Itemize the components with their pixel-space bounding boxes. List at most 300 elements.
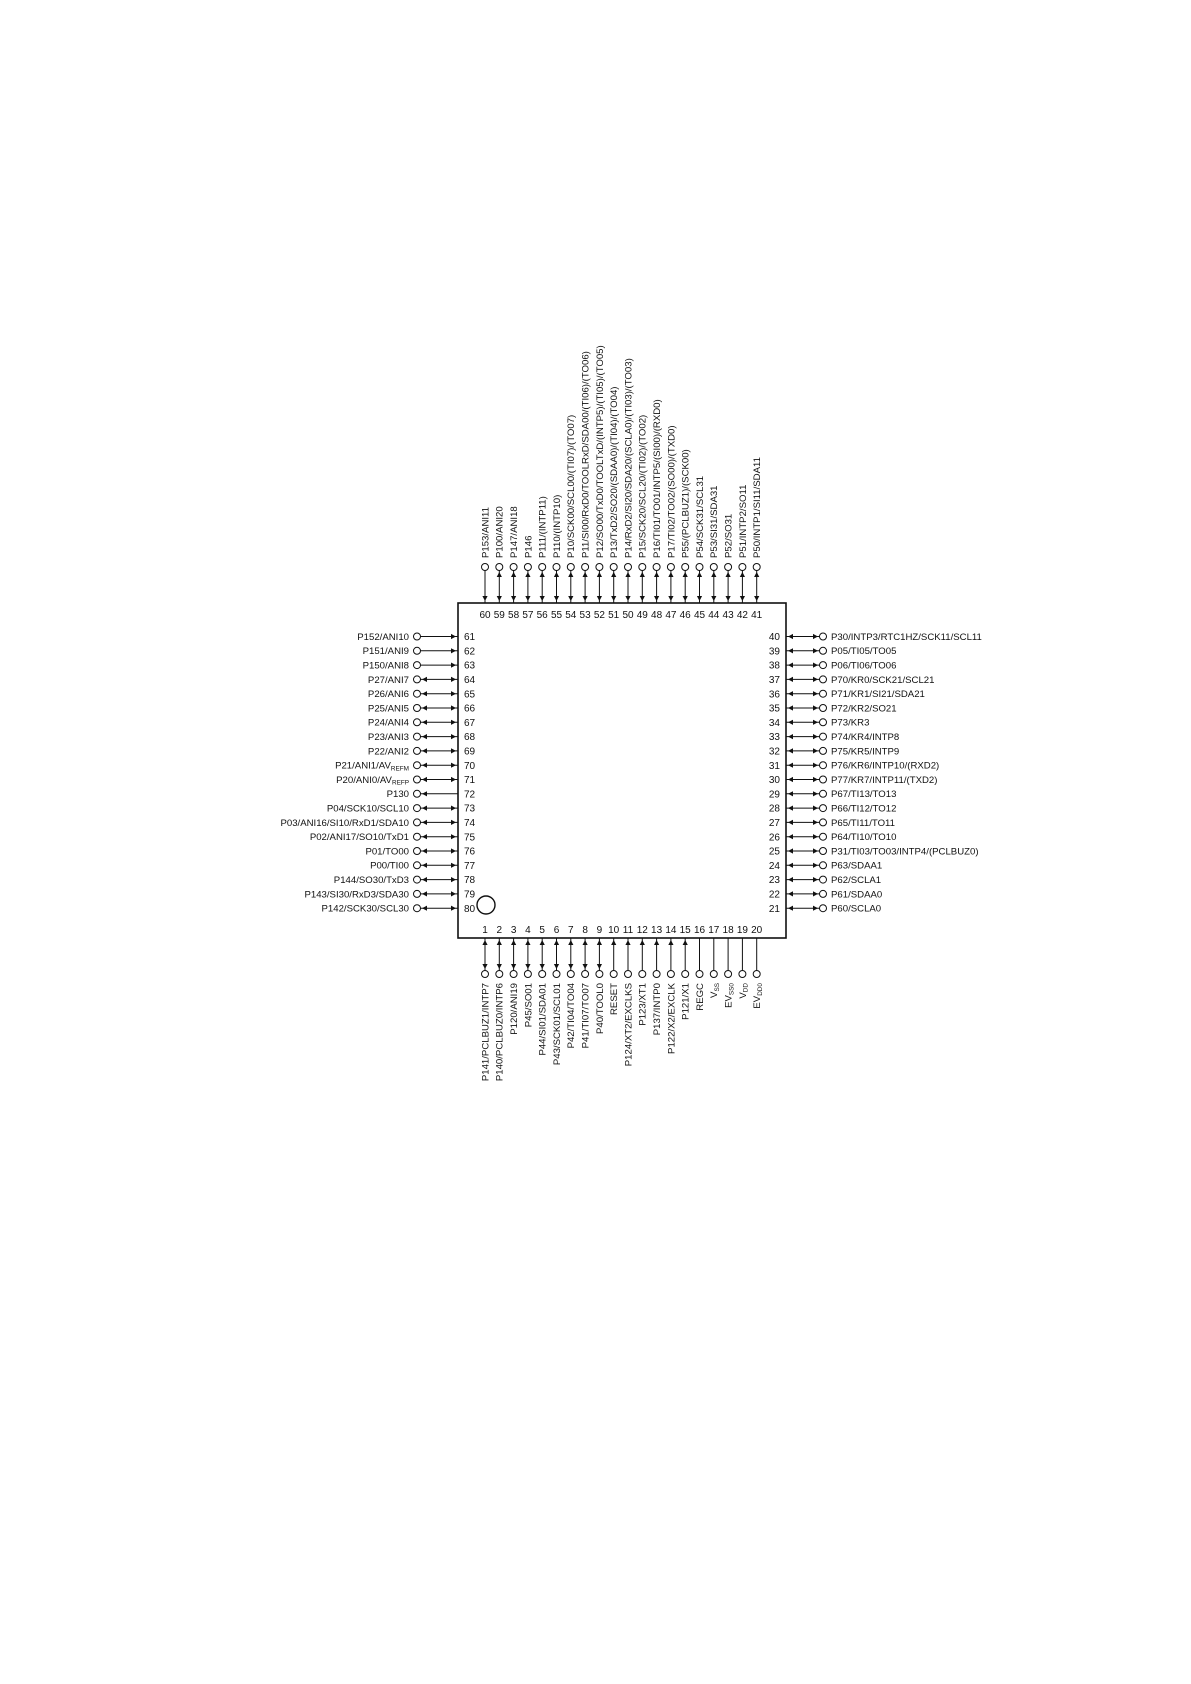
pin-terminal	[725, 971, 732, 978]
pin1-marker	[477, 896, 495, 914]
pin-label: P65/TI11/TO11	[831, 817, 895, 829]
pin-number: 19	[736, 925, 748, 936]
io-arrow-icon	[583, 940, 588, 945]
pin-label: P71/KR1/SI21/SDA21	[831, 689, 925, 701]
pin-54	[565, 415, 577, 621]
pin-79	[304, 889, 475, 900]
pin-number: 41	[751, 610, 763, 621]
pin-9	[595, 925, 606, 1034]
pin-26	[769, 832, 897, 843]
pin-label: P74/KR4/INTP8	[831, 732, 900, 743]
pin-number: 43	[722, 610, 734, 621]
pin-28	[769, 804, 897, 815]
pin-number: 13	[651, 925, 663, 936]
pin-label: P77/KR7/INTP11/(TXD2)	[831, 774, 938, 786]
pin-75	[310, 832, 476, 843]
pin-number: 4	[525, 925, 531, 936]
pin-label: P02/ANI17/SO10/TxD1	[309, 832, 409, 844]
pin-27	[769, 818, 895, 829]
pin-15	[680, 925, 692, 1020]
pin-terminal	[582, 564, 589, 571]
io-arrow-icon	[788, 891, 793, 896]
io-arrow-icon	[788, 648, 793, 653]
pin-number: 73	[464, 803, 476, 815]
pin-number: 46	[679, 610, 691, 621]
pin-label: P143/SI30/RxD3/SDA30	[304, 889, 409, 901]
io-arrow-icon	[497, 596, 502, 601]
pin-label: P16/TI01/TO01/INTP5/(SI00)/(RXD0)	[652, 399, 663, 558]
pin-number: 40	[768, 632, 780, 644]
pin-label: P76/KR6/INTP10/(RXD2)	[831, 760, 940, 772]
io-arrow-icon	[813, 634, 818, 639]
pin-terminal	[820, 733, 827, 740]
pin-44	[708, 485, 720, 621]
pin-number: 79	[464, 889, 476, 901]
pin-number: 45	[693, 610, 706, 621]
io-arrow-icon	[451, 863, 456, 868]
pin-3	[509, 925, 520, 1035]
pin-64	[368, 675, 476, 686]
pin-number: 24	[768, 860, 780, 872]
pin-label: P142/SCK30/SCL30	[321, 903, 409, 915]
pin-6	[552, 925, 563, 1065]
io-arrow-icon	[654, 596, 659, 601]
pin-number: 78	[464, 875, 476, 887]
io-arrow-icon	[554, 964, 559, 969]
pin-label: P05/TI05/TO05	[831, 646, 897, 658]
io-arrow-icon	[625, 596, 630, 601]
pin-label: P22/ANI2	[367, 746, 409, 758]
pin-terminal	[482, 971, 489, 978]
pin-65	[368, 689, 476, 700]
pin-number: 63	[464, 660, 476, 672]
io-arrow-icon	[813, 863, 818, 868]
pin-terminal	[496, 564, 503, 571]
io-arrow-icon	[813, 705, 818, 710]
io-arrow-icon	[422, 763, 427, 768]
pin-48	[651, 399, 663, 621]
pin-number: 69	[464, 746, 476, 758]
pin-number: 57	[522, 610, 534, 621]
chip-body	[458, 603, 786, 938]
pin-43	[723, 514, 735, 621]
pin-label: EVSS0	[723, 983, 736, 1008]
pin-terminal	[414, 662, 421, 669]
io-arrow-icon	[451, 806, 456, 811]
pin-number: 36	[768, 689, 780, 701]
pin-label: P67/TI13/TO13	[831, 789, 897, 801]
pin-11	[623, 925, 635, 1066]
pin-terminal	[625, 564, 632, 571]
io-arrow-icon	[726, 572, 731, 577]
io-arrow-icon	[754, 572, 759, 577]
pin-terminal	[820, 647, 827, 654]
pin-terminal	[820, 862, 827, 869]
pin-terminal	[820, 705, 827, 712]
io-arrow-icon	[451, 677, 456, 682]
pin-terminal	[414, 705, 421, 712]
pin-terminal	[667, 564, 674, 571]
pin-terminal	[653, 971, 660, 978]
pin-number: 18	[722, 925, 734, 936]
io-arrow-icon	[422, 877, 427, 882]
io-arrow-icon	[788, 677, 793, 682]
io-arrow-icon	[813, 848, 818, 853]
pin-number: 44	[708, 610, 720, 621]
io-arrow-icon	[482, 964, 487, 969]
pin-terminal	[596, 564, 603, 571]
io-arrow-icon	[740, 596, 745, 601]
pin-number: 21	[768, 903, 780, 915]
pin-number: 30	[768, 775, 780, 787]
pin-74	[280, 818, 475, 829]
pin-number: 26	[768, 832, 780, 844]
pin-19	[737, 925, 750, 999]
pin-39	[769, 646, 897, 657]
io-arrow-icon	[583, 964, 588, 969]
pin-2	[495, 925, 506, 1081]
pin-label: P54/SCK31/SCL31	[694, 475, 706, 558]
pin-terminal	[414, 833, 421, 840]
pin-66	[368, 703, 476, 714]
pin-number: 59	[493, 610, 505, 621]
io-arrow-icon	[422, 848, 427, 853]
io-arrow-icon	[422, 748, 427, 753]
pin-label: P50/INTP1/SI11/SDA11	[752, 457, 764, 558]
io-arrow-icon	[611, 596, 616, 601]
pin-number: 50	[622, 610, 634, 621]
pin-terminal	[682, 564, 689, 571]
pin-label: P30/INTP3/RTC1HZ/SCK11/SCL11	[831, 631, 982, 643]
pin-number: 76	[464, 846, 476, 858]
pin-terminal	[639, 564, 646, 571]
io-arrow-icon	[788, 705, 793, 710]
pin-label: P43/SCK01/SCL01	[551, 983, 563, 1066]
pin-terminal	[625, 971, 632, 978]
input-arrow-icon	[640, 940, 645, 945]
pin-terminal	[596, 971, 603, 978]
pin-number: 61	[464, 632, 476, 644]
pin-label: P40/TOOL0	[594, 983, 606, 1035]
pin-label: P64/TI10/TO10	[831, 832, 897, 844]
io-arrow-icon	[422, 677, 427, 682]
io-arrow-icon	[422, 891, 427, 896]
pin-number: 65	[464, 689, 476, 701]
io-arrow-icon	[597, 596, 602, 601]
pin-terminal	[496, 971, 503, 978]
pin-terminal	[553, 564, 560, 571]
pin-76	[365, 846, 475, 857]
pin-label: P123/XT1	[637, 983, 649, 1026]
io-arrow-icon	[697, 596, 702, 601]
io-arrow-icon	[451, 777, 456, 782]
pin-terminal	[414, 690, 421, 697]
pin-terminal	[820, 662, 827, 669]
io-arrow-icon	[422, 691, 427, 696]
io-arrow-icon	[451, 763, 456, 768]
io-arrow-icon	[726, 596, 731, 601]
pin-number: 67	[464, 717, 476, 729]
io-arrow-icon	[813, 763, 818, 768]
pin-78	[334, 875, 476, 886]
io-arrow-icon	[422, 820, 427, 825]
pin-terminal	[710, 564, 717, 571]
io-arrow-icon	[422, 863, 427, 868]
pin-label: P110/(INTP10)	[551, 494, 563, 558]
pin-label: P130	[386, 789, 409, 801]
io-arrow-icon	[813, 906, 818, 911]
pin-33	[769, 732, 899, 743]
pin-number: 39	[768, 646, 780, 658]
input-arrow-icon	[625, 940, 630, 945]
pin-terminal	[820, 633, 827, 640]
io-arrow-icon	[788, 634, 793, 639]
io-arrow-icon	[788, 863, 793, 868]
pin-label: P53/SI31/SDA31	[709, 485, 721, 558]
pin-label: P26/ANI6	[367, 689, 409, 701]
io-arrow-icon	[788, 877, 793, 882]
pin-number: 72	[464, 789, 476, 801]
pin-number: 7	[568, 925, 574, 936]
io-arrow-icon	[511, 940, 516, 945]
pin-number: 49	[636, 610, 648, 621]
pin-number: 27	[768, 818, 780, 829]
io-arrow-icon	[654, 572, 659, 577]
pin-label: P147/ANI18	[509, 506, 520, 558]
pin-label: P10/SCK00/SCL00/(TI07)/(TO07)	[566, 414, 578, 558]
io-arrow-icon	[451, 748, 456, 753]
io-arrow-icon	[788, 663, 793, 668]
pin-label: P140/PCLBUZ0/INTP6	[494, 983, 506, 1082]
pin-terminal	[820, 676, 827, 683]
pin-label: P62/SCLA1	[831, 875, 882, 886]
pin-34	[769, 718, 870, 729]
pin-terminal	[753, 971, 760, 978]
io-arrow-icon	[451, 734, 456, 739]
pin-number: 28	[768, 803, 780, 815]
pin-number: 77	[464, 860, 476, 872]
pin-51	[608, 387, 620, 622]
pin-number: 52	[593, 610, 605, 621]
pin-38	[769, 661, 897, 672]
pin-terminal	[414, 676, 421, 683]
pin-label: P124/XT2/EXCLKS	[623, 983, 635, 1067]
io-arrow-icon	[611, 572, 616, 577]
pin-terminal	[414, 848, 421, 855]
pin-label: P144/SO30/TxD3	[333, 875, 409, 886]
pin-terminal	[414, 747, 421, 754]
pin-terminal	[667, 971, 674, 978]
pin-number: 51	[608, 610, 620, 621]
io-arrow-icon	[788, 834, 793, 839]
pin-number: 54	[565, 610, 577, 621]
io-arrow-icon	[813, 877, 818, 882]
pin-number: 56	[536, 610, 548, 621]
pin-35	[769, 703, 897, 714]
pin-label: P20/ANI0/AVREFP	[336, 774, 409, 787]
pin-31	[769, 761, 939, 772]
io-arrow-icon	[583, 596, 588, 601]
pin-terminal	[524, 564, 531, 571]
io-arrow-icon	[597, 964, 602, 969]
pin-label: P03/ANI16/SI10/RxD1/SDA10	[280, 817, 409, 829]
pin-label: P14/RxD2/SI20/SDA20/(SCLA0)/(TI03)/(TO03)	[623, 358, 635, 558]
pin-terminal	[414, 633, 421, 640]
pin-terminal	[414, 805, 421, 812]
io-arrow-icon	[482, 940, 487, 945]
pin-terminal	[524, 971, 531, 978]
io-arrow-icon	[788, 720, 793, 725]
pin-label: P27/ANI7	[367, 674, 409, 686]
pin-label: P60/SCLA0	[831, 903, 882, 915]
pin-77	[370, 861, 475, 872]
pin-60	[479, 507, 491, 621]
pin-70	[335, 761, 475, 773]
pin-number: 8	[582, 925, 588, 936]
pin-label: P52/SO31	[723, 513, 735, 558]
io-arrow-icon	[754, 596, 759, 601]
pin-terminal	[739, 971, 746, 978]
io-arrow-icon	[788, 691, 793, 696]
io-arrow-icon	[668, 596, 673, 601]
pin-label: P51/INTP2/SO11	[737, 484, 749, 558]
io-arrow-icon	[788, 906, 793, 911]
io-arrow-icon	[788, 748, 793, 753]
pin-number: 29	[768, 789, 780, 801]
pin-69	[368, 746, 476, 757]
io-arrow-icon	[813, 748, 818, 753]
io-arrow-icon	[813, 834, 818, 839]
pin-terminal	[820, 819, 827, 826]
pin-terminal	[414, 776, 421, 783]
io-arrow-icon	[497, 964, 502, 969]
pin-terminal	[820, 719, 827, 726]
io-arrow-icon	[451, 705, 456, 710]
pin-47	[665, 425, 677, 621]
pin-37	[769, 675, 935, 686]
pin-57	[522, 536, 534, 621]
pin-terminal	[820, 790, 827, 797]
pin-32	[769, 746, 899, 757]
io-arrow-icon	[788, 806, 793, 811]
pin-number: 58	[508, 610, 520, 621]
pin-17	[708, 925, 721, 998]
io-arrow-icon	[697, 572, 702, 577]
io-arrow-icon	[451, 891, 456, 896]
input-arrow-icon	[654, 940, 659, 945]
pin-terminal	[582, 971, 589, 978]
io-arrow-icon	[788, 848, 793, 853]
io-arrow-icon	[788, 791, 793, 796]
pin-number: 47	[665, 610, 677, 621]
io-arrow-icon	[568, 940, 573, 945]
io-arrow-icon	[540, 596, 545, 601]
io-arrow-icon	[583, 572, 588, 577]
pin-terminal	[820, 833, 827, 840]
pin-1	[480, 925, 491, 1081]
io-arrow-icon	[540, 964, 545, 969]
pin-terminal	[414, 733, 421, 740]
io-arrow-icon	[525, 572, 530, 577]
pin-label: P120/ANI19	[509, 983, 520, 1035]
pin-terminal	[414, 890, 421, 897]
io-arrow-icon	[451, 877, 456, 882]
pin-number: 68	[464, 732, 476, 744]
pin-label: P72/KR2/SO21	[831, 703, 897, 715]
pin-number: 70	[464, 760, 476, 772]
pin-number: 74	[464, 818, 476, 829]
pin-terminal	[414, 762, 421, 769]
pin-terminal	[414, 905, 421, 912]
io-arrow-icon	[788, 820, 793, 825]
io-arrow-icon	[813, 791, 818, 796]
output-arrow-icon	[422, 791, 427, 796]
io-arrow-icon	[813, 663, 818, 668]
pin-number: 10	[608, 925, 620, 936]
io-arrow-icon	[422, 734, 427, 739]
pin-label: P31/TI03/TO03/INTP4/(PCLBUZ0)	[831, 846, 979, 858]
pin-terminal	[482, 564, 489, 571]
pin-number: 23	[768, 875, 780, 887]
pin-label: P21/ANI1/AVREFM	[335, 760, 409, 773]
pin-number: 48	[651, 610, 663, 621]
pin-label: P06/TI06/TO06	[831, 660, 897, 672]
pin-68	[368, 732, 476, 743]
pin-label: P152/ANI10	[357, 631, 409, 643]
pin-49	[637, 415, 649, 621]
pin-25	[769, 846, 979, 857]
pin-terminal	[820, 905, 827, 912]
pin-55	[551, 495, 563, 621]
pin-number: 62	[464, 646, 476, 658]
pin-terminal	[610, 971, 617, 978]
pin-terminal	[820, 762, 827, 769]
pin-label: P122/X2/EXCLK	[666, 983, 678, 1054]
io-arrow-icon	[711, 596, 716, 601]
pin-number: 14	[665, 925, 677, 936]
pin-terminal	[820, 890, 827, 897]
pin-label: P41/TI07/TO07	[580, 983, 592, 1049]
input-arrow-icon	[683, 940, 688, 945]
pin-number: 15	[679, 925, 691, 936]
pin-label: P17/TI02/TO02/(SO00)/(TXD0)	[666, 425, 678, 558]
io-arrow-icon	[451, 691, 456, 696]
pin-label: P146	[523, 535, 535, 558]
pin-number: 1	[482, 925, 488, 936]
pin-terminal	[820, 805, 827, 812]
pin-label: P11/SI00/RxD0/TOOLRxD/SDA00/(TI06)/(TO06)	[580, 351, 592, 558]
pin-number: 33	[768, 732, 780, 744]
pin-label: P45/SO01	[523, 983, 535, 1028]
input-arrow-icon	[482, 596, 487, 601]
pin-label: P24/ANI4	[367, 717, 409, 729]
io-arrow-icon	[597, 940, 602, 945]
pin-terminal	[610, 564, 617, 571]
pin-71	[336, 775, 475, 787]
pin-number: 38	[768, 660, 780, 672]
pin-terminal	[567, 564, 574, 571]
io-arrow-icon	[788, 763, 793, 768]
pin-terminal	[710, 971, 717, 978]
pin-40	[769, 632, 982, 643]
pin-number: 20	[751, 925, 763, 936]
pin-label: P42/TI04/TO04	[566, 983, 578, 1049]
pin-label: P100/ANI20	[494, 506, 506, 558]
pin-label: P153/ANI11	[480, 506, 492, 558]
pin-label: P12/SO00/TxD0/TOOLTxD/(INTP5)/(TI05)/(TO05)	[594, 345, 606, 558]
pin-12	[637, 925, 649, 1026]
pin-label: P55/(PCLBUZ1)/(SCK00)	[680, 449, 692, 558]
